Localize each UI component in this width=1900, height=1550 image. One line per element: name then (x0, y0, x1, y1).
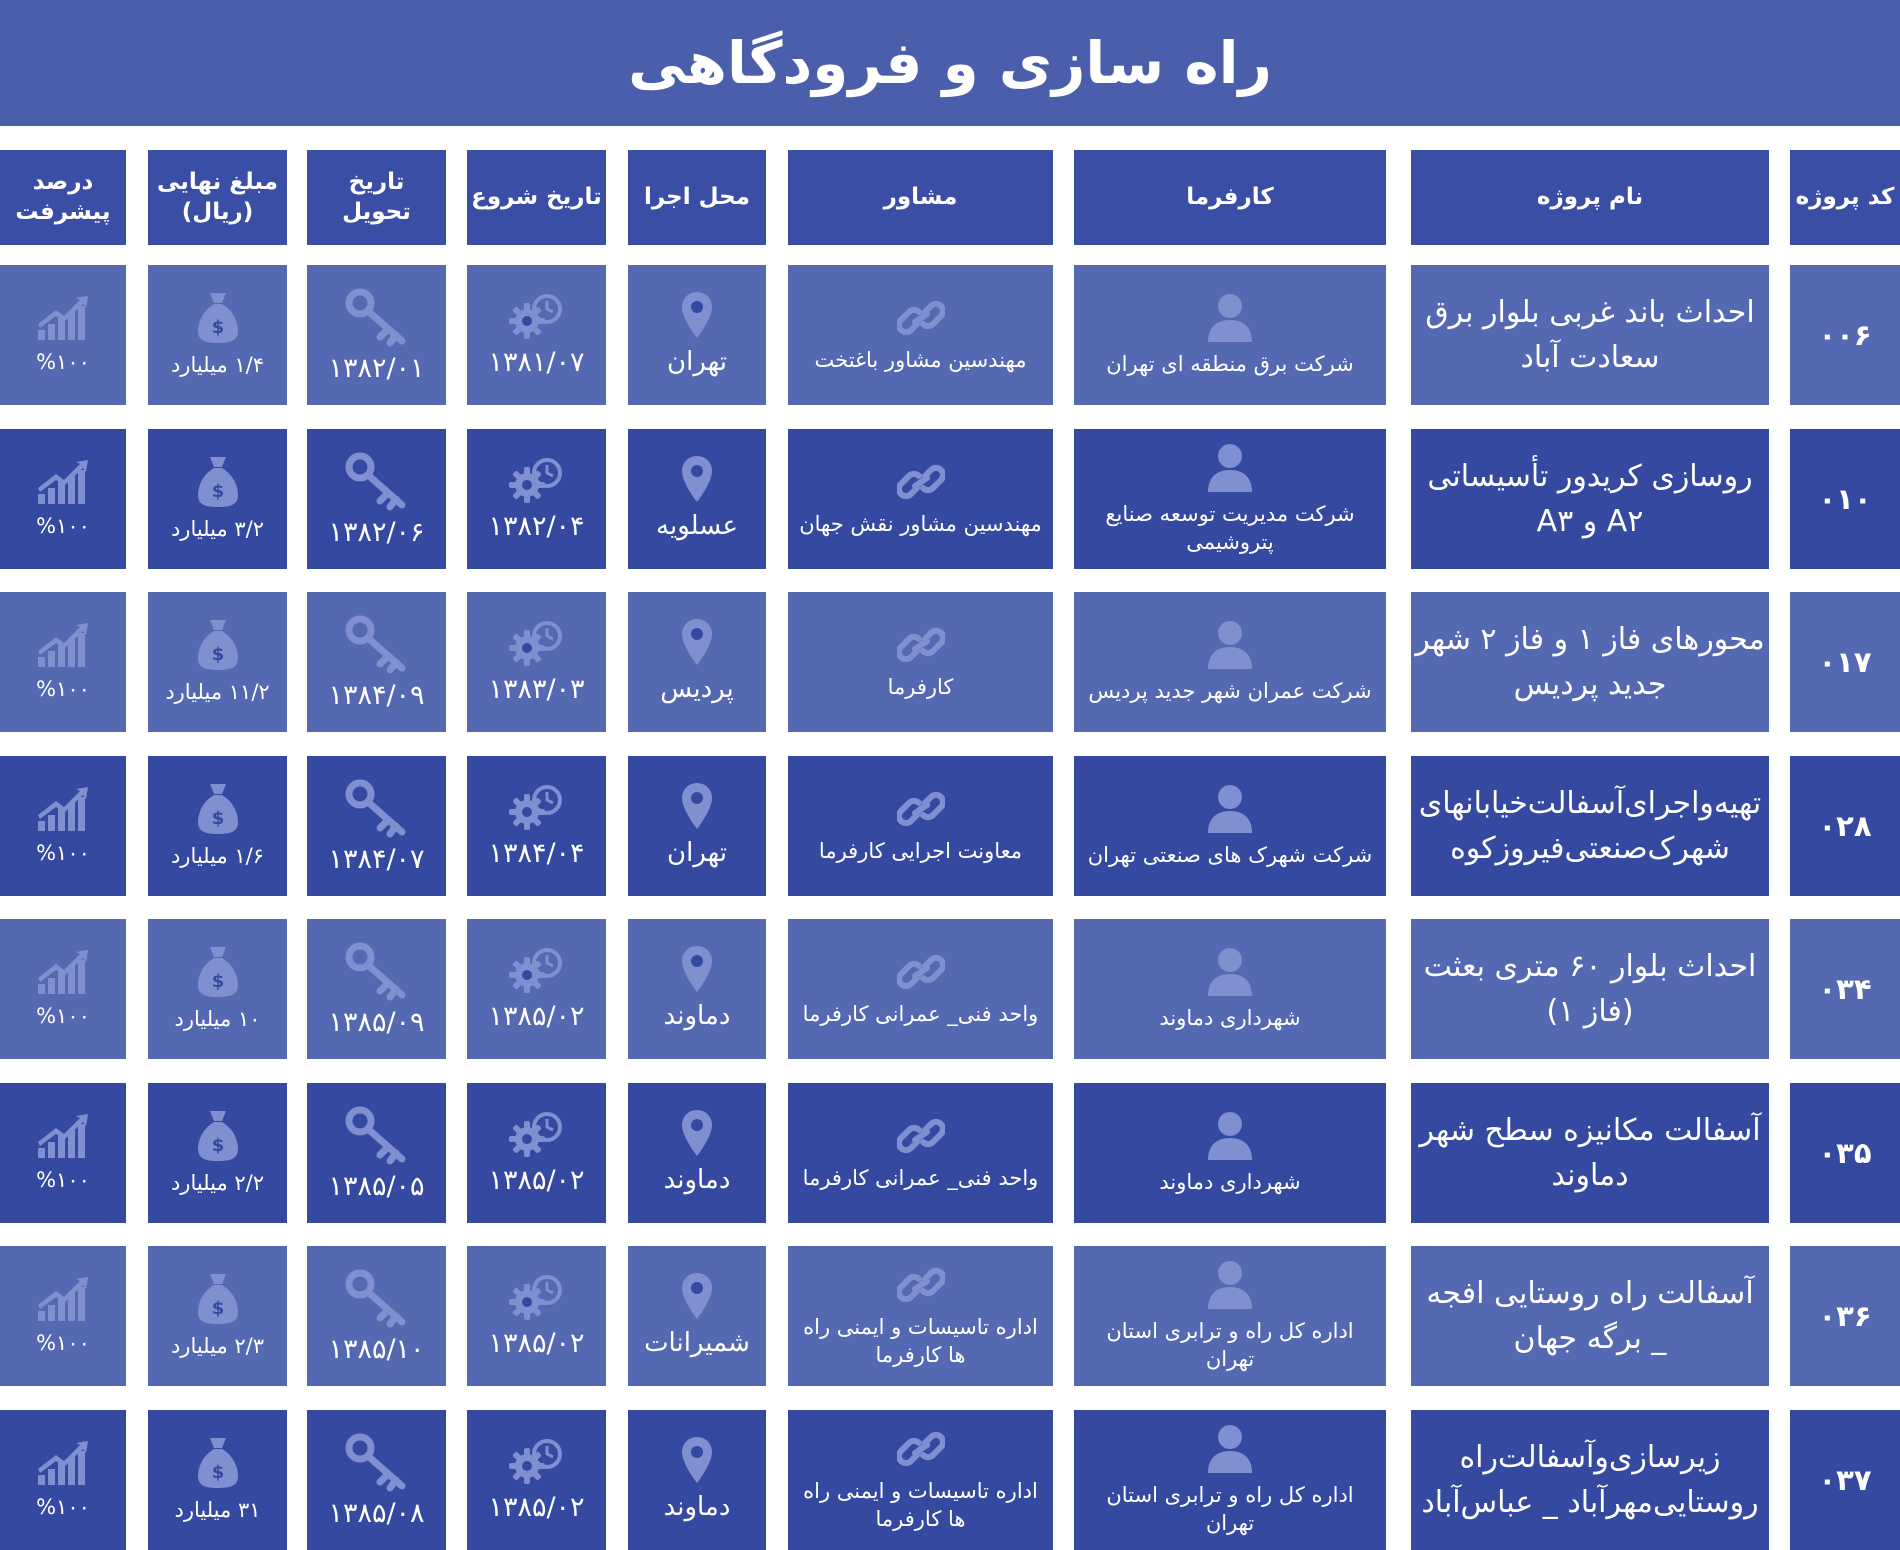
header-location-label: محل اجرا (643, 183, 750, 210)
delivery-date: ۱۳۸۵/۱۰ (328, 1333, 425, 1365)
row-5-start (467, 919, 606, 1059)
progress-value: %۱۰۰ (36, 840, 90, 865)
user-icon (1206, 1259, 1254, 1311)
consultant-line: اداره تاسیسات و ایمنی راه (803, 1314, 1038, 1339)
progress-value: %۱۰۰ (36, 513, 90, 538)
header-amount-line2: (ریال) (181, 198, 254, 225)
row-6-progress (0, 1083, 126, 1223)
row-5-consultant (788, 919, 1053, 1059)
link-icon (897, 1263, 945, 1307)
header-location (628, 150, 766, 245)
row-7-consultant (788, 1246, 1053, 1386)
header-consultant-label: مشاور (883, 183, 958, 210)
delivery-date: ۱۳۸۵/۰۹ (328, 1006, 425, 1038)
key-icon (344, 1105, 410, 1165)
row-4-delivery (307, 756, 446, 896)
user-icon (1206, 619, 1254, 671)
user-icon (1206, 783, 1254, 835)
row-4-start (467, 756, 606, 896)
row-2-amount (148, 429, 287, 569)
map-pin-icon (680, 617, 714, 667)
key-icon (344, 941, 410, 1001)
location-value: شمیرانات (644, 1328, 750, 1359)
gear-clock-icon (509, 620, 565, 668)
project-code: ۰۳۷ (1818, 1463, 1872, 1497)
employer-line: پتروشیمی (1186, 530, 1274, 554)
svg-text:$: $ (211, 1134, 224, 1156)
row-7-employer (1074, 1246, 1386, 1386)
location-value: تهران (667, 838, 727, 869)
project-name-line: سعادت آباد (1520, 340, 1660, 375)
money-bag-icon (196, 618, 240, 672)
header-amount (148, 150, 287, 245)
row-8-employer (1074, 1410, 1386, 1550)
employer-line: تهران (1205, 1511, 1255, 1535)
gear-clock-icon (509, 1111, 565, 1159)
amount-value: ۱/۴ میلیارد (170, 352, 265, 377)
project-name-line: احداث باند غربی بلوار برق (1425, 295, 1755, 330)
project-name-line: آسفالت راه روستایی افجه (1426, 1276, 1754, 1311)
svg-text:$: $ (211, 316, 224, 338)
row-1-location (628, 265, 766, 405)
row-5-employer (1074, 919, 1386, 1059)
row-1-employer (1074, 265, 1386, 405)
row-4-progress (0, 756, 126, 896)
growth-chart-icon (36, 1275, 90, 1323)
row-5-name (1411, 919, 1769, 1059)
row-6-name (1411, 1083, 1769, 1223)
amount-value: ۳۱ میلیارد (174, 1497, 261, 1522)
project-name-line: _ برگه جهان (1513, 1321, 1667, 1356)
money-bag-icon (196, 1436, 240, 1490)
project-name-line: تهیه‌واجرای‌آسفالت‌خیابانهای (1418, 786, 1762, 821)
header-code-label: کد پروژه (1795, 183, 1895, 210)
project-name-line: روستایی‌مهرآباد _ عباس‌آباد (1421, 1485, 1759, 1520)
project-name-line: A۲ و A۳ (1536, 504, 1644, 539)
key-icon (344, 778, 410, 838)
header-amount-line1: مبلغ نهایی (156, 168, 279, 195)
money-bag-icon (196, 291, 240, 345)
link-icon (897, 1114, 945, 1158)
consultant-line: ها کارفرما (875, 1507, 966, 1531)
project-name-line: شهرک‌صنعتی‌فیروزکوه (1450, 831, 1730, 866)
key-icon (344, 1432, 410, 1492)
project-name-line: دماوند (1551, 1158, 1629, 1193)
map-pin-icon (680, 1435, 714, 1485)
row-3-amount (148, 592, 287, 732)
svg-text:$: $ (211, 480, 224, 502)
amount-value: ۳/۲ میلیارد (170, 516, 265, 541)
delivery-date: ۱۳۸۴/۰۷ (328, 843, 425, 875)
page-title: راه سازی و فرودگاهی (0, 0, 1900, 126)
consultant-line: اداره تاسیسات و ایمنی راه (803, 1478, 1038, 1503)
start-date: ۱۳۸۱/۰۷ (488, 346, 585, 378)
employer-line: اداره کل راه و ترابری استان (1106, 1482, 1354, 1507)
location-value: دماوند (663, 1001, 731, 1032)
row-8-location (628, 1410, 766, 1550)
row-2-start (467, 429, 606, 569)
row-3-progress (0, 592, 126, 732)
user-icon (1206, 292, 1254, 344)
row-5-progress (0, 919, 126, 1059)
growth-chart-icon (36, 785, 90, 833)
consultant-line: ها کارفرما (875, 1343, 966, 1367)
row-3-location (628, 592, 766, 732)
row-3-code (1790, 592, 1900, 732)
link-icon (897, 787, 945, 831)
row-1-consultant (788, 265, 1053, 405)
growth-chart-icon (36, 458, 90, 506)
progress-value: %۱۰۰ (36, 1330, 90, 1355)
svg-text:$: $ (211, 1297, 224, 1319)
progress-value: %۱۰۰ (36, 676, 90, 701)
header-progress-line1: درصد (32, 168, 94, 195)
row-6-code (1790, 1083, 1900, 1223)
row-3-employer (1074, 592, 1386, 732)
key-icon (344, 451, 410, 511)
user-icon (1206, 946, 1254, 998)
row-6-start (467, 1083, 606, 1223)
header-start-label: تاریخ شروع (471, 183, 602, 210)
header-employer-label: کارفرما (1186, 183, 1274, 210)
consultant-line: واحد فنی_ عمرانی کارفرما (802, 1001, 1039, 1026)
delivery-date: ۱۳۸۲/۰۱ (328, 352, 425, 384)
header-delivery-label: تاریخ تحویل (342, 168, 411, 225)
start-date: ۱۳۸۵/۰۲ (488, 1327, 585, 1359)
row-7-progress (0, 1246, 126, 1386)
user-icon (1206, 1423, 1254, 1475)
link-icon (897, 460, 945, 504)
row-6-amount (148, 1083, 287, 1223)
header-start (467, 150, 606, 245)
start-date: ۱۳۸۵/۰۲ (488, 1164, 585, 1196)
map-pin-icon (680, 1108, 714, 1158)
row-3-start (467, 592, 606, 732)
row-7-code (1790, 1246, 1900, 1386)
money-bag-icon (196, 1109, 240, 1163)
delivery-date: ۱۳۸۵/۰۸ (328, 1497, 425, 1529)
row-1-start (467, 265, 606, 405)
location-value: دماوند (663, 1165, 731, 1196)
row-4-amount (148, 756, 287, 896)
map-pin-icon (680, 454, 714, 504)
row-2-delivery (307, 429, 446, 569)
header-progress (0, 150, 126, 245)
header-name-label: نام پروژه (1536, 183, 1644, 210)
row-7-start (467, 1246, 606, 1386)
project-code: ۰۱۷ (1818, 645, 1872, 679)
employer-line: شرکت برق منطقه ای تهران (1106, 351, 1354, 376)
header-employer (1074, 150, 1386, 245)
gear-clock-icon (509, 784, 565, 832)
row-2-consultant (788, 429, 1053, 569)
key-icon (344, 614, 410, 674)
user-icon (1206, 442, 1254, 494)
row-1-progress (0, 265, 126, 405)
employer-line: شرکت مدیریت توسعه صنایع (1105, 501, 1355, 526)
row-7-amount (148, 1246, 287, 1386)
key-icon (344, 287, 410, 347)
row-6-location (628, 1083, 766, 1223)
location-value: تهران (667, 347, 727, 378)
growth-chart-icon (36, 621, 90, 669)
progress-value: %۱۰۰ (36, 349, 90, 374)
money-bag-icon (196, 945, 240, 999)
user-icon (1206, 1110, 1254, 1162)
row-1-delivery (307, 265, 446, 405)
project-code: ۰۰۶ (1818, 318, 1872, 352)
header-consultant (788, 150, 1053, 245)
amount-value: ۲/۳ میلیارد (170, 1333, 265, 1358)
location-value: عسلویه (656, 511, 738, 542)
consultant-line: کارفرما (887, 674, 954, 699)
employer-line: شرکت شهرک های صنعتی تهران (1087, 842, 1373, 867)
row-6-delivery (307, 1083, 446, 1223)
row-4-employer (1074, 756, 1386, 896)
amount-value: ۱/۶ میلیارد (170, 843, 265, 868)
row-4-consultant (788, 756, 1053, 896)
row-3-delivery (307, 592, 446, 732)
link-icon (897, 623, 945, 667)
gear-clock-icon (509, 1438, 565, 1486)
delivery-date: ۱۳۸۴/۰۹ (328, 679, 425, 711)
row-8-consultant (788, 1410, 1053, 1550)
employer-line: شهرداری دماوند (1159, 1005, 1301, 1030)
project-code: ۰۳۴ (1818, 972, 1872, 1006)
gear-clock-icon (509, 293, 565, 341)
link-icon (897, 950, 945, 994)
project-name-line: جدید پردیس (1513, 667, 1667, 702)
svg-text:$: $ (211, 807, 224, 829)
row-4-code (1790, 756, 1900, 896)
location-value: پردیس (660, 674, 734, 705)
growth-chart-icon (36, 1112, 90, 1160)
row-3-name (1411, 592, 1769, 732)
row-8-progress (0, 1410, 126, 1550)
link-icon (897, 296, 945, 340)
delivery-date: ۱۳۸۲/۰۶ (328, 516, 425, 548)
row-2-name (1411, 429, 1769, 569)
delivery-date: ۱۳۸۵/۰۵ (328, 1170, 425, 1202)
progress-value: %۱۰۰ (36, 1494, 90, 1519)
growth-chart-icon (36, 948, 90, 996)
svg-text:$: $ (211, 970, 224, 992)
header-code (1790, 150, 1900, 245)
row-5-location (628, 919, 766, 1059)
money-bag-icon (196, 782, 240, 836)
employer-line: شهرداری دماوند (1159, 1169, 1301, 1194)
row-5-code (1790, 919, 1900, 1059)
project-name-line: آسفالت مکانیزه سطح شهر (1419, 1113, 1761, 1148)
key-icon (344, 1268, 410, 1328)
amount-value: ۲/۲ میلیارد (170, 1170, 265, 1195)
row-2-employer (1074, 429, 1386, 569)
progress-value: %۱۰۰ (36, 1167, 90, 1192)
consultant-line: مهندسین مشاور نقش جهان (799, 511, 1042, 536)
row-8-start (467, 1410, 606, 1550)
start-date: ۱۳۸۲/۰۴ (488, 510, 585, 542)
project-name-line: (فاز ۱) (1546, 994, 1634, 1029)
money-bag-icon (196, 455, 240, 509)
consultant-line: واحد فنی_ عمرانی کارفرما (802, 1165, 1039, 1190)
map-pin-icon (680, 944, 714, 994)
growth-chart-icon (36, 1439, 90, 1487)
row-1-code (1790, 265, 1900, 405)
row-7-delivery (307, 1246, 446, 1386)
start-date: ۱۳۸۳/۰۳ (488, 673, 585, 705)
project-code: ۰۳۶ (1818, 1299, 1872, 1333)
row-7-name (1411, 1246, 1769, 1386)
money-bag-icon (196, 1272, 240, 1326)
project-code: ۰۳۵ (1818, 1136, 1872, 1170)
header-delivery (307, 150, 446, 245)
row-7-location (628, 1246, 766, 1386)
project-name-line: احداث بلوار ۶۰ متری بعثت (1423, 949, 1757, 984)
row-6-consultant (788, 1083, 1053, 1223)
header-progress-line2: پیشرفت (15, 198, 111, 225)
project-name-line: روسازی کریدور تأسیساتی (1427, 459, 1753, 494)
row-4-name (1411, 756, 1769, 896)
consultant-line: مهندسین مشاور باغتخت (814, 347, 1027, 372)
gear-clock-icon (509, 1274, 565, 1322)
row-5-delivery (307, 919, 446, 1059)
link-icon (897, 1427, 945, 1471)
amount-value: ۱۰ میلیارد (174, 1006, 261, 1031)
progress-value: %۱۰۰ (36, 1003, 90, 1028)
row-1-amount (148, 265, 287, 405)
employer-line: تهران (1205, 1347, 1255, 1371)
start-date: ۱۳۸۵/۰۲ (488, 1000, 585, 1032)
project-code: ۰۱۰ (1818, 482, 1872, 516)
svg-text:$: $ (211, 1461, 224, 1483)
map-pin-icon (680, 290, 714, 340)
row-1-name (1411, 265, 1769, 405)
row-8-code (1790, 1410, 1900, 1550)
location-value: دماوند (663, 1492, 731, 1523)
row-8-name (1411, 1410, 1769, 1550)
gear-clock-icon (509, 457, 565, 505)
start-date: ۱۳۸۴/۰۴ (488, 837, 585, 869)
gear-clock-icon (509, 947, 565, 995)
amount-value: ۱۱/۲ میلیارد (165, 679, 270, 704)
row-5-amount (148, 919, 287, 1059)
project-name-line: محورهای فاز ۱ و فاز ۲ شهر (1415, 622, 1765, 657)
row-3-consultant (788, 592, 1053, 732)
project-name-line: زیرسازی‌وآسفالت‌راه (1459, 1440, 1721, 1475)
row-8-delivery (307, 1410, 446, 1550)
growth-chart-icon (36, 294, 90, 342)
map-pin-icon (680, 781, 714, 831)
header-name (1411, 150, 1769, 245)
project-code: ۰۲۸ (1818, 809, 1872, 843)
row-4-location (628, 756, 766, 896)
row-6-employer (1074, 1083, 1386, 1223)
svg-text:$: $ (211, 643, 224, 665)
map-pin-icon (680, 1271, 714, 1321)
start-date: ۱۳۸۵/۰۲ (488, 1491, 585, 1523)
row-8-amount (148, 1410, 287, 1550)
consultant-line: معاونت اجرایی کارفرما (818, 838, 1023, 863)
row-2-progress (0, 429, 126, 569)
employer-line: شرکت عمران شهر جدید پردیس (1088, 678, 1372, 703)
row-2-location (628, 429, 766, 569)
employer-line: اداره کل راه و ترابری استان (1106, 1318, 1354, 1343)
row-2-code (1790, 429, 1900, 569)
